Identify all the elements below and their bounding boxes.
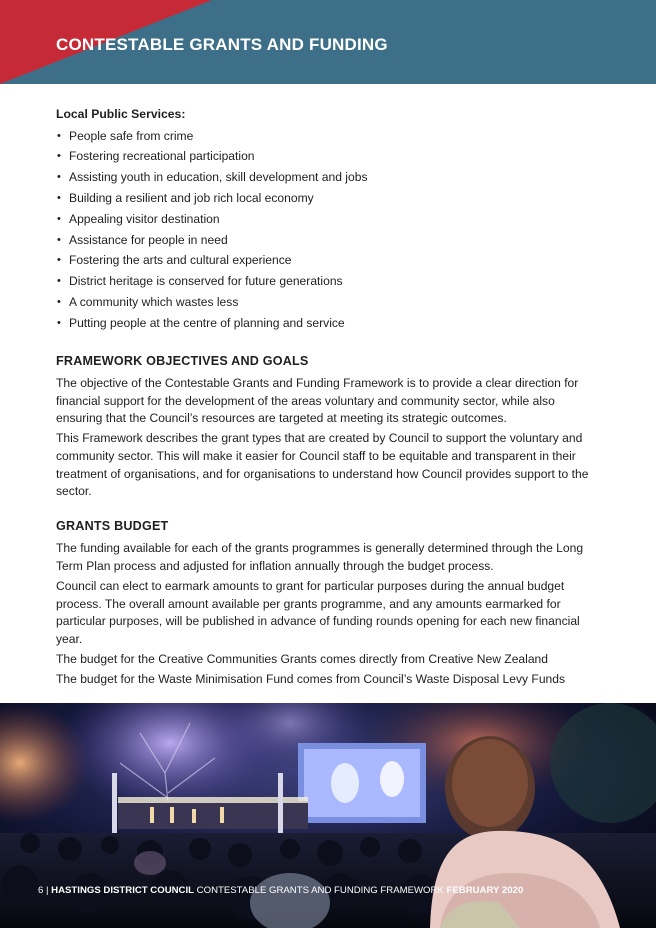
page-number: 6 <box>38 885 44 896</box>
list-item: • Assistance for people in need <box>56 232 596 253</box>
bullet-icon: • <box>57 191 61 204</box>
budget-paragraph: The funding available for each of the grants programmes is generally determined through the Long Term Plan process and adjusted for inflation annually through the budget process. <box>56 541 584 573</box>
footer-separator: | <box>43 885 52 896</box>
list-item: • District heritage is conserved for future generations <box>56 273 596 294</box>
framework-paragraph: This Framework describes the grant types that are created by Council to support the voluntary and community sector. This will make it easier for Council staff to be equitable and transparent in their treatment of organisations, and for organisations to understand how Council provides support to the sector. <box>56 431 589 499</box>
bullet-icon: • <box>57 254 61 267</box>
budget-paragraph: Council can elect to earmark amounts to grant for particular purposes during the annual budget process. The overall amount available per grants programme, and any amounts earmarked for particular purposes, will be published in advance of funding rounds opening for each new financial year. <box>56 579 580 646</box>
budget-paragraph: The budget for the Waste Minimisation Fund comes from Council’s Waste Disposal Levy Funds <box>56 672 566 687</box>
list-item: • Building a resilient and job rich local economy <box>56 190 596 211</box>
list-item: • People safe from crime <box>56 128 596 149</box>
bullet-icon: • <box>57 171 61 184</box>
bullet-icon: • <box>57 212 61 225</box>
list-item: • Appealing visitor destination <box>56 211 596 232</box>
page-header <box>0 0 656 84</box>
budget-paragraph: The budget for the Creative Communities Grants comes directly from Creative New Zealand <box>56 651 549 666</box>
list-item: • Fostering the arts and cultural experience <box>56 252 596 273</box>
bullet-icon: • <box>57 316 61 329</box>
budget-heading: GRANTS BUDGET <box>56 518 169 533</box>
page-title: CONTESTABLE GRANTS AND FUNDING <box>56 35 388 54</box>
local-services-heading: Local Public Services: <box>56 107 186 121</box>
list-item: • Assisting youth in education, skill development and jobs <box>56 169 596 190</box>
list-item: • Fostering recreational participation <box>56 148 596 169</box>
main-content <box>56 106 596 691</box>
framework-paragraph: The objective of the Contestable Grants and Funding Framework is to provide a clear direction for financial support for the development of the areas voluntary and community sector, while also ensuring that the Council’s resources are targeted at meeting its strategic outcomes. <box>56 376 579 426</box>
list-item: • A community which wastes less <box>56 294 596 315</box>
bullet-icon: • <box>57 233 61 246</box>
bullet-icon: • <box>57 150 61 163</box>
footer-date: FEBRUARY 2020 <box>446 885 524 896</box>
bullet-icon: • <box>57 295 61 308</box>
page-footer <box>38 885 523 896</box>
framework-heading: FRAMEWORK OBJECTIVES AND GOALS <box>56 353 309 368</box>
list-item: • Putting people at the centre of planning and service <box>56 315 596 336</box>
bullet-icon: • <box>57 129 61 142</box>
footer-organisation: HASTINGS DISTRICT COUNCIL <box>51 885 195 896</box>
footer-document-title: CONTESTABLE GRANTS AND FUNDING FRAMEWORK <box>194 885 447 896</box>
local-services-list <box>56 128 596 336</box>
bullet-icon: • <box>57 275 61 288</box>
